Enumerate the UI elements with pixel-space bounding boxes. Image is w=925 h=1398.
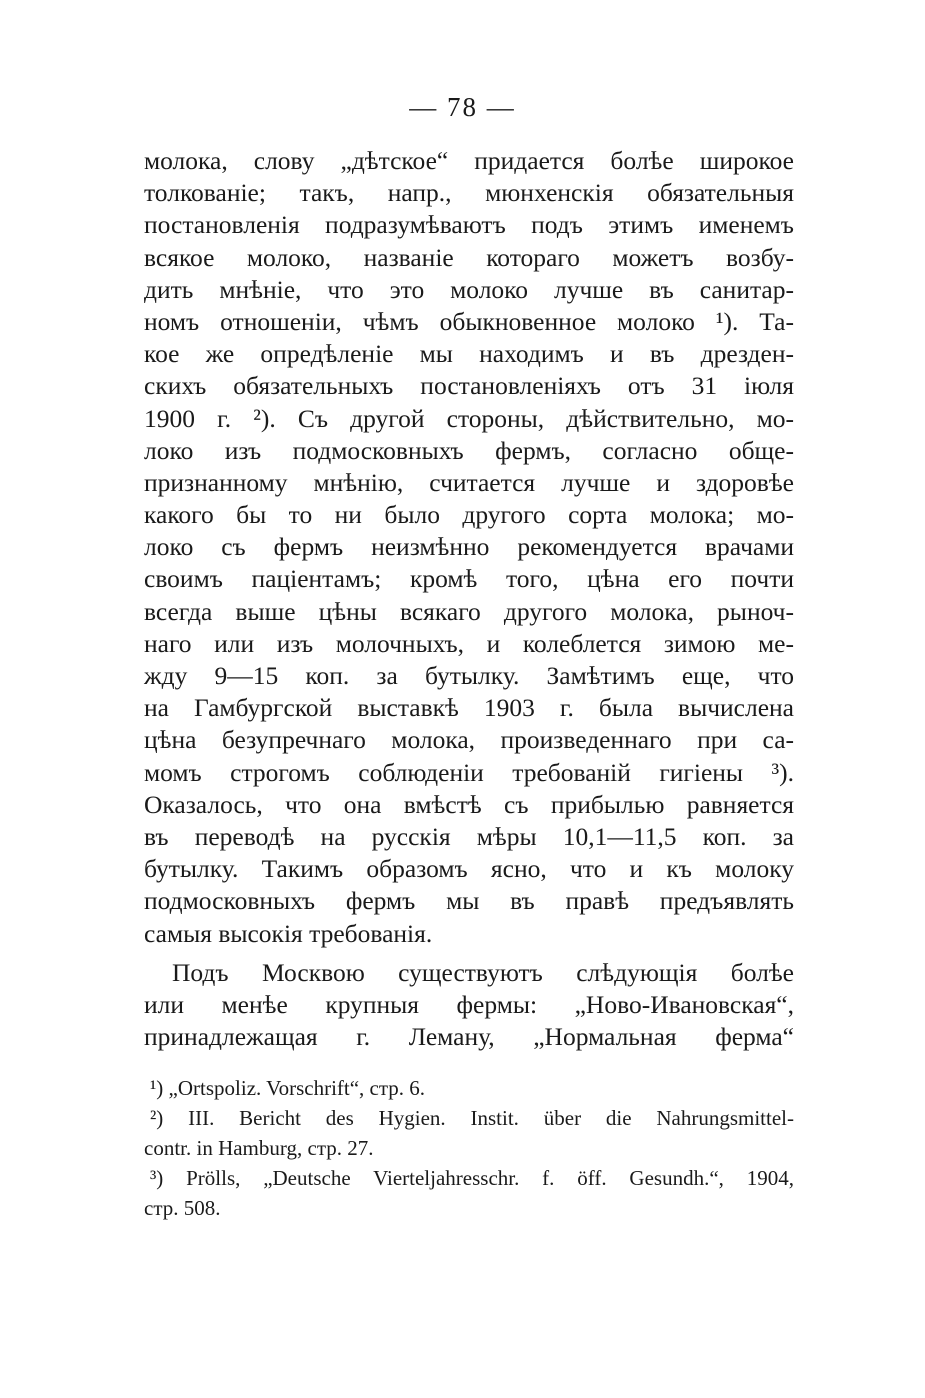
text-line: номъ отношеніи, чѣмъ обыкновенное молоко ¹). Та- — [144, 306, 794, 336]
text-line: въ переводѣ на русскія мѣры 10,1—11,5 коп. за — [144, 821, 794, 851]
text-line: своимъ паціентамъ; кромѣ того, цѣна его почти — [144, 564, 794, 594]
text-line: признанному мнѣнію, считается лучше и здоровѣе — [144, 467, 794, 497]
text-line: толкованіе; такъ, напр., мюнхенскія обязательныя — [144, 178, 794, 208]
text-line: самыя высокія требованія. — [144, 918, 433, 948]
text-line: молока, слову „дѣтское“ придается болѣе широкое — [144, 146, 794, 175]
text-line: всегда выше цѣны всякаго другого молока, рыноч- — [144, 596, 794, 626]
text-line: жду 9—15 коп. за бутылку. Замѣтимъ еще, что — [144, 661, 794, 690]
text-line: кое же опредѣленіе мы находимъ и въ дрезден- — [144, 339, 794, 369]
text-line: Оказалось, что она вмѣстѣ съ прибылью равняется — [144, 789, 794, 819]
text-line: дить мнѣніе, что это молоко лучше въ санитар- — [144, 274, 794, 304]
text-line: подмосковныхъ фермъ мы въ правѣ предъявлять — [144, 886, 794, 916]
text-line: момъ строгомъ соблюденіи требованій гигіены ³). — [144, 757, 794, 787]
text-line: на Гамбургской выставкѣ 1903 г. была вычислена — [144, 693, 794, 723]
text-line: принадлежащая г. Леману, „Нормальная ферма“ — [144, 1022, 794, 1052]
footnote-line: ¹) „Ortspoliz. Vorschrift“, стр. 6. — [150, 1076, 426, 1100]
footnote-line: contr. in Hamburg, стр. 27. — [144, 1136, 374, 1160]
text-line: бутылку. Такимъ образомъ ясно, что и къ молоку — [144, 854, 794, 884]
text-line: постановленія подразумѣваютъ подъ этимъ именемъ — [144, 210, 794, 240]
footnotes — [144, 1073, 794, 1223]
text-line: Подъ Москвою существуютъ слѣдующія болѣе — [172, 957, 794, 987]
text-line: какого бы то ни было другого сорта молока; мо- — [144, 500, 794, 530]
text-line: 1900 г. ²). Съ другой стороны, дѣйствительно, мо- — [144, 403, 794, 433]
text-line: наго или изъ молочныхъ, и колеблется зимою ме- — [144, 628, 794, 658]
text-line: цѣна безупречнаго молока, произведеннаго при са- — [144, 725, 794, 755]
text-line: локо изъ подмосковныхъ фермъ, согласно обще- — [144, 435, 794, 465]
page-number: — 78 — — [409, 92, 516, 122]
text-line: всякое молоко, названіе котораго можетъ возбу- — [144, 242, 794, 272]
main-text — [144, 145, 794, 1053]
text-line: локо съ фермъ неизмѣнно рекомендуется врачами — [144, 532, 794, 562]
footnote-line: ³) Prölls, „Deutsche Vierteljahresschr. f. öff. Gesundh.“, 1904, — [150, 1166, 794, 1190]
text-line: или менѣе крупныя фермы: „Ново-Ивановская“, — [144, 989, 794, 1019]
footnote-line: стр. 508. — [144, 1196, 221, 1220]
text-line: скихъ обязательныхъ постановленіяхъ отъ 31 іюля — [144, 371, 794, 401]
footnote-line: ²) III. Bericht des Hygien. Instit. über die Nahrungsmittel- — [150, 1106, 794, 1130]
